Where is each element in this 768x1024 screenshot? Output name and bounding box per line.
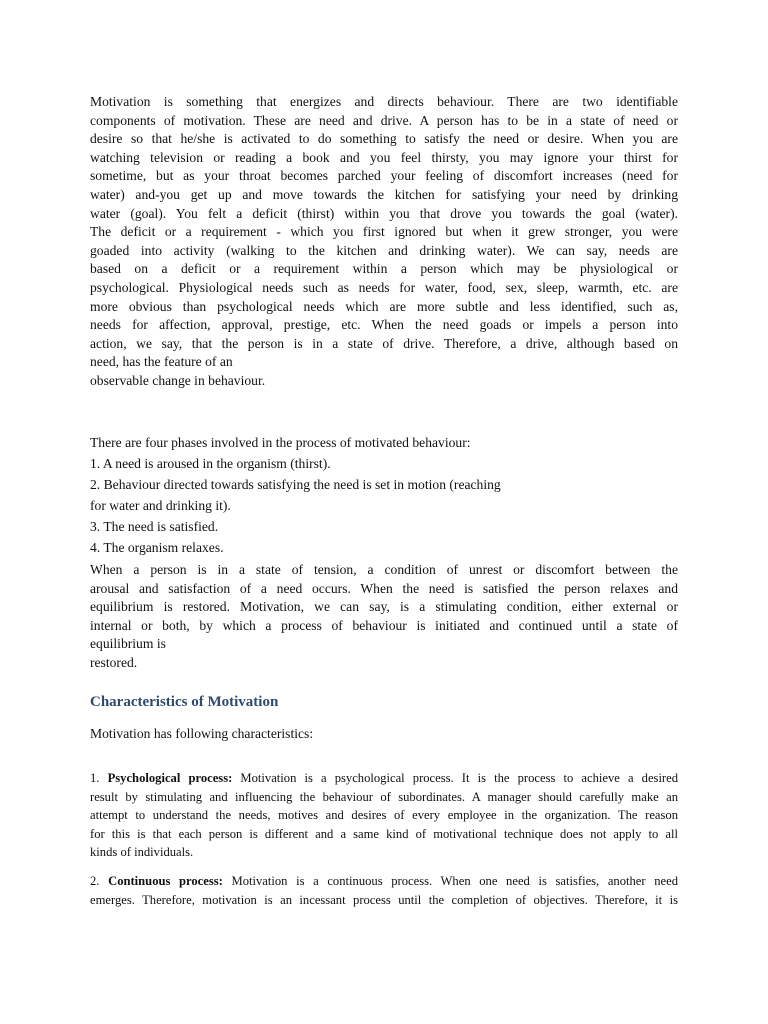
text-line: watching television or reading a book and you feel thirsty, you may ignore your thirst for (90, 149, 678, 165)
phases-list (90, 432, 678, 558)
characteristic-number: 1. (90, 771, 100, 785)
text-line: attempt to understand the needs, motives and desires of every employee in the organization. The reason (90, 808, 678, 823)
text-line: Motivation is something that energizes and directs behaviour. There are two identifiable (90, 94, 678, 109)
characteristic-item (90, 769, 678, 862)
text-line: equilibrium is restored. Motivation, we can say, is a stimulating condition, either external or (90, 599, 678, 615)
text-line: The deficit or a requirement - which you first ignored but when it grew stronger, you were (90, 224, 678, 240)
text-line: components of motivation. These are need and drive. A person has to be in a state of need or (90, 112, 678, 128)
characteristics-list (90, 769, 678, 919)
characteristic-title: Continuous process: (108, 873, 223, 888)
text-line: emerges. Therefore, motivation is an incessant process until the completion of objectives. Therefore, it is (90, 892, 678, 907)
text-line: sometime, but as your throat becomes parched your feeling of discomfort increases (need for (90, 168, 678, 184)
text-line: result by stimulating and influencing the behaviour of subordinates. A manager should carefully make an (90, 789, 678, 804)
text-line: When a person is in a state of tension, a condition of unrest or discomfort between the (90, 562, 678, 577)
phase-item: 4. The organism relaxes. (90, 540, 224, 555)
characteristics-intro: Motivation has following characteristics: (90, 726, 314, 741)
phase-item: 3. The need is satisfied. (90, 519, 219, 534)
text-line: arousal and satisfaction of a need occurs. When the need is satisfied the person relaxes and (90, 580, 678, 596)
text-line: for this is that each person is different and a same kind of motivational technique does not apply to all (90, 826, 678, 841)
characteristic-first-line (90, 769, 678, 788)
text-line: more obvious than psychological needs which are more subtle and less identified, such as, (90, 298, 678, 314)
text-line: goaded into activity (walking to the kitchen and drinking water). We can say, needs are (90, 242, 678, 258)
text-line: psychological. Physiological needs such as needs for water, food, sex, sleep, warmth, etc. are (90, 279, 678, 295)
text-line: equilibrium is (90, 636, 166, 652)
characteristic-item (90, 872, 678, 909)
text-line: water (goal). You felt a deficit (thirst) within you that drove you towards the goal (water). (90, 205, 678, 221)
text-line: needs for affection, approval, prestige, etc. When the need goads or impels a person into (90, 317, 678, 333)
text-line: water) and-you get up and move towards the kitchen for satisfying your need by drinking (90, 186, 678, 202)
text-line: restored. (90, 654, 138, 670)
phase-item-continuation: for water and drinking it). (90, 498, 231, 513)
section-heading: Characteristics of Motivation (90, 694, 279, 710)
text-line: kinds of individuals. (90, 845, 194, 860)
characteristic-text: Motivation is a continuous process. When one need is satisfies, another need (231, 873, 678, 888)
text-line: need, has the feature of an (90, 354, 233, 370)
characteristic-first-line (90, 872, 678, 891)
text-line: observable change in behaviour. (90, 372, 266, 388)
phase-item: 1. A need is aroused in the organism (thirst). (90, 456, 331, 471)
phases-intro: There are four phases involved in the process of motivated behaviour: (90, 435, 471, 450)
text-line: action, we say, that the person is in a state of drive. Therefore, a drive, although based on (90, 335, 678, 351)
text-line: desire so that he/she is activated to do something to satisfy the need or desire. When you are (90, 131, 678, 147)
characteristic-title: Psychological process: (107, 771, 233, 785)
phase-item: 2. Behaviour directed towards satisfying the need is set in motion (reaching (90, 477, 501, 492)
paragraph-tension (90, 561, 678, 673)
characteristic-number: 2. (90, 873, 100, 888)
characteristic-text: Motivation is a psychological process. It is the process to achieve a desired (240, 771, 678, 785)
text-line: based on a deficit or a requirement within a person which may be physiological or (90, 261, 678, 277)
text-line: internal or both, by which a process of behaviour is initiated and continued until a state of (90, 617, 678, 633)
paragraph-motivation-definition (90, 93, 678, 391)
